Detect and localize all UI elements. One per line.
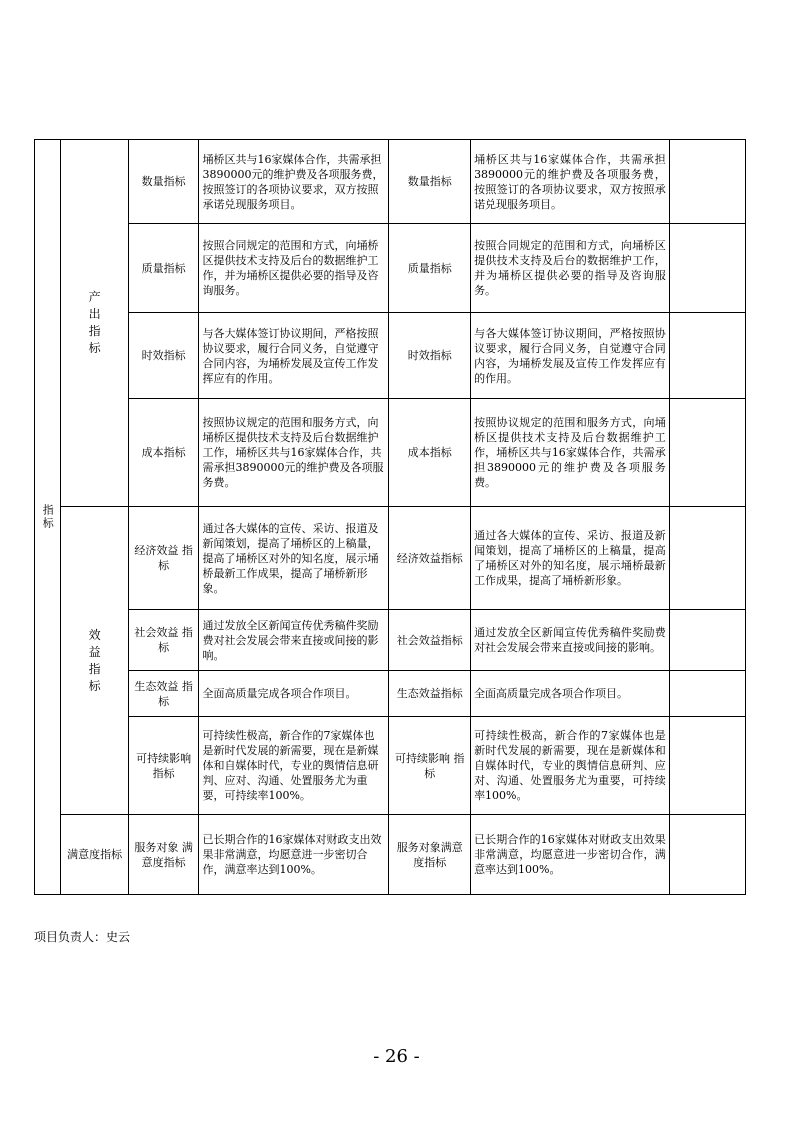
group-satisfaction-label: 满意度指标 xyxy=(61,815,128,895)
indicator-name: 数量指标 xyxy=(128,140,199,224)
indicator-name: 质量指标 xyxy=(128,224,199,313)
project-leader-label: 项目负责人： xyxy=(34,930,107,944)
indicator-name-2: 数量指标 xyxy=(389,140,471,224)
indicator-name: 经济效益 指标 xyxy=(128,507,199,610)
group-benefit-cell xyxy=(61,507,128,815)
indicator-name: 社会效益 指标 xyxy=(128,610,199,671)
indicator-description: 通过各大媒体的宣传、采访、报道及新闻策划，提高了埇桥区的上稿量，提高了埇桥区对外的知名度，展示埇桥最新工作成果，提高了埇桥新形象。 xyxy=(199,507,389,610)
empty-cell xyxy=(669,815,745,895)
level1-indicator-cell xyxy=(35,140,61,895)
indicator-name: 时效指标 xyxy=(128,313,199,399)
indicator-description-2: 通过各大媒体的宣传、采访、报道及新闻策划，提高了埇桥区的上稿量，提高了埇桥区对外的知名度，展示埇桥最新工作成果，提高了埇桥新形象。 xyxy=(471,507,670,610)
table-row xyxy=(35,671,746,717)
group-benefit-label: 效益指标 xyxy=(88,627,101,693)
indicator-description-2: 按照合同规定的范围和方式，向埇桥区提供技术支持及后台的数据维护工作，并为埇桥区提供必要的指导及咨询服务。 xyxy=(471,224,670,313)
empty-cell xyxy=(669,399,745,507)
empty-cell xyxy=(669,507,745,610)
empty-cell xyxy=(669,140,745,224)
indicator-name: 生态效益 指标 xyxy=(128,671,199,717)
indicator-name-2: 成本指标 xyxy=(389,399,471,507)
indicator-name-2: 服务对象满意度指标 xyxy=(389,815,471,895)
indicator-description: 按照合同规定的范围和方式，向埇桥区提供技术支持及后台的数据维护工作，并为埇桥区提供必要的指导及咨询服务。 xyxy=(199,224,389,313)
indicator-description: 按照协议规定的范围和服务方式，向埇桥区提供技术支持及后台数据维护工作，埇桥区共与16家媒体合作，共需承担3890000元的维护费及各项服务费。 xyxy=(199,399,389,507)
empty-cell xyxy=(669,671,745,717)
indicator-description: 可持续性极高，新合作的7家媒体也是新时代发展的新需要，现在是新媒体和自媒体时代，专业的舆情信息研判、应对、沟通、处置服务尤为重要，可持续率100%。 xyxy=(199,717,389,815)
table-row xyxy=(35,313,746,399)
indicator-name-2: 经济效益指标 xyxy=(389,507,471,610)
table-row xyxy=(35,140,746,224)
table-row xyxy=(35,399,746,507)
indicator-description: 与各大媒体签订协议期间，严格按照协议要求，履行合同义务，自觉遵守合同内容，为埇桥发展及宣传工作发挥应有的作用。 xyxy=(199,313,389,399)
indicator-description-2: 通过发放全区新闻宣传优秀稿件奖励费对社会发展会带来直接或间接的影响。 xyxy=(471,610,670,671)
group-output-label: 产出指标 xyxy=(88,290,101,355)
indicator-name-2: 时效指标 xyxy=(389,313,471,399)
project-leader-name: 史云 xyxy=(106,930,131,944)
indicator-description-2: 可持续性极高，新合作的7家媒体也是新时代发展的新需要，现在是新媒体和自媒体时代，专业的舆情信息研判、应对、沟通、处置服务尤为重要，可持续率100%。 xyxy=(471,717,670,815)
indicator-description: 全面高质量完成各项合作项目。 xyxy=(199,671,389,717)
indicator-description-2: 已长期合作的16家媒体对财政支出效果非常满意，均愿意进一步密切合作，满意率达到100%。 xyxy=(471,815,670,895)
page-number: - 26 - xyxy=(373,1046,420,1067)
performance-indicator-table xyxy=(34,139,746,895)
indicator-description: 通过发放全区新闻宣传优秀稿件奖励费对社会发展会带来直接或间接的影响。 xyxy=(199,610,389,671)
indicator-description: 已长期合作的16家媒体对财政支出效果非常满意，均愿意进一步密切合作，满意率达到100%。 xyxy=(199,815,389,895)
indicator-description: 埇桥区共与16家媒体合作，共需承担3890000元的维护费及各项服务费，按照签订的各项协议要求，双方按照承诺兑现服务项目。 xyxy=(199,140,389,224)
indicator-description-2: 全面高质量完成各项合作项目。 xyxy=(471,671,670,717)
indicator-name-2: 社会效益指标 xyxy=(389,610,471,671)
empty-cell xyxy=(669,717,745,815)
indicator-name: 成本指标 xyxy=(128,399,199,507)
indicator-name-2: 生态效益指标 xyxy=(389,671,471,717)
indicator-description-2: 按照协议规定的范围和服务方式，向埇桥区提供技术支持及后台数据维护工作，埇桥区共与16家媒体合作，共需承担3890000元的维护费及各项服务费。 xyxy=(471,399,670,507)
table-row xyxy=(35,610,746,671)
group-output-cell xyxy=(61,140,128,507)
table-row xyxy=(35,815,746,895)
table-row xyxy=(35,507,746,610)
indicator-description-2: 埇桥区共与16家媒体合作，共需承担3890000元的维护费及各项服务费，按照签订的各项协议要求，双方按照承诺兑现服务项目。 xyxy=(471,140,670,224)
project-leader-line xyxy=(34,928,130,945)
table-row xyxy=(35,717,746,815)
indicator-name: 服务对象 满意度指标 xyxy=(128,815,199,895)
indicator-name-2: 质量指标 xyxy=(389,224,471,313)
empty-cell xyxy=(669,313,745,399)
empty-cell xyxy=(669,224,745,313)
indicator-description-2: 与各大媒体签订协议期间，严格按照协议要求，履行合同义务，自觉遵守合同内容，为埇桥发展及宣传工作发挥应有的作用。 xyxy=(471,313,670,399)
empty-cell xyxy=(669,610,745,671)
table-row xyxy=(35,224,746,313)
indicator-name-2: 可持续影响 指标 xyxy=(389,717,471,815)
indicator-name: 可持续影响 指标 xyxy=(128,717,199,815)
level1-indicator-label: 指标 xyxy=(41,504,55,530)
